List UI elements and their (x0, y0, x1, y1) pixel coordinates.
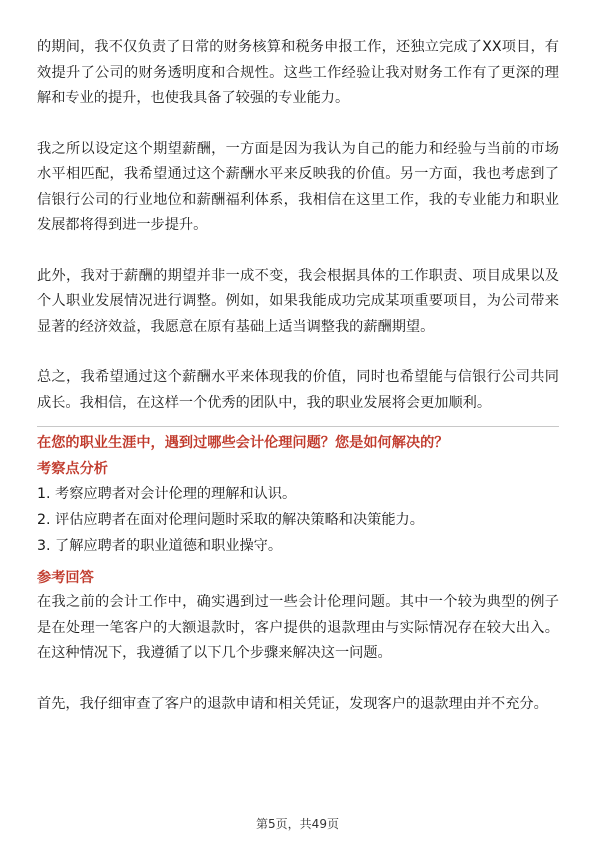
page-number: 第5页，共49页 (256, 817, 339, 831)
answer-paragraph: 在我之前的会计工作中，确实遇到过一些会计伦理问题。其中一个较为典型的例子是在处理一笔客户的大额退款时，客户提供的退款理由与实际情况存在较大出入。在这种情况下，我遵循了以下几个步骤来解决这一问题。 (37, 594, 559, 661)
analysis-list (37, 481, 559, 559)
analysis-item: 1. 考察应聘者对会计伦理的理解和认识。 (37, 486, 297, 502)
body-paragraph: 总之，我希望通过这个薪酬水平来体现我的价值，同时也希望能与信银行公司共同成长。我相信，在这样一个优秀的团队中，我的职业发展将会更加顺利。 (37, 369, 559, 411)
analysis-item: 2. 评估应聘者在面对伦理问题时采取的解决策略和决策能力。 (37, 512, 424, 528)
interview-question: 在您的职业生涯中，遇到过哪些会计伦理问题？您是如何解决的？ (37, 435, 449, 451)
analysis-heading: 考察点分析 (37, 461, 108, 477)
answer-heading: 参考回答 (37, 570, 94, 586)
answer-paragraph: 首先，我仔细审查了客户的退款申请和相关凭证，发现客户的退款理由并不充分。 (37, 695, 548, 712)
analysis-item: 3. 了解应聘者的职业道德和职业操守。 (37, 538, 283, 554)
page-content (37, 35, 559, 717)
body-paragraph: 我之所以设定这个期望薪酬，一方面是因为我认为自己的能力和经验与当前的市场水平相匹配，我希望通过这个薪酬水平来反映我的价值。另一方面，我也考虑到了信银行公司的行业地位和薪酬福利体系，我相信在这里工作，我的专业能力和职业发展都将得到进一步提升。 (37, 140, 559, 233)
body-paragraph: 的期间，我不仅负责了日常的财务核算和税务申报工作，还独立完成了XX项目，有效提升了公司的财务透明度和合规性。这些工作经验让我对财务工作有了更深的理解和专业的提升，也使我具备了较强的专业能力。 (37, 39, 559, 106)
body-paragraph: 此外，我对于薪酬的期望并非一成不变，我会根据具体的工作职责、项目成果以及个人职业发展情况进行调整。例如，如果我能成功完成某项重要项目，为公司带来显著的经济效益，我愿意在原有基础上适当调整我的薪酬期望。 (37, 267, 559, 335)
